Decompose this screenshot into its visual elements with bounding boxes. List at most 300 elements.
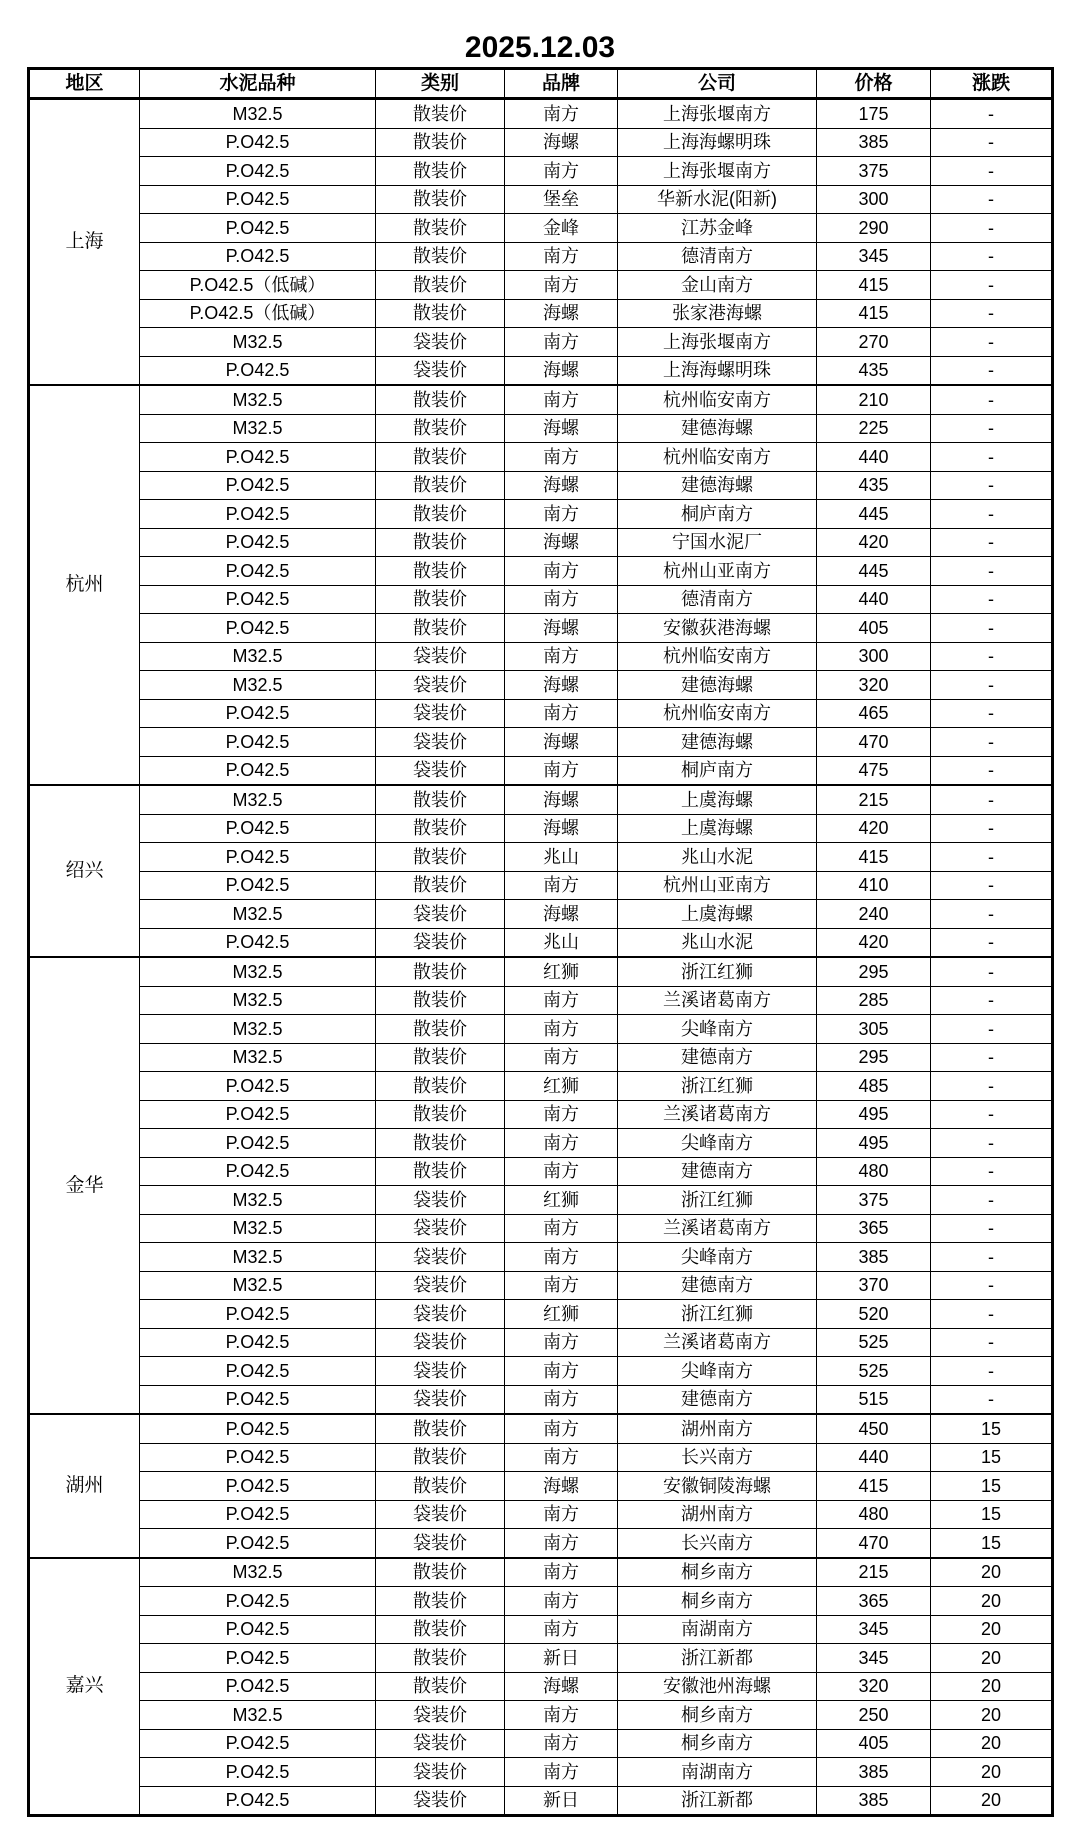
cement-type-cell: P.O42.5 — [140, 614, 376, 643]
price-cell: 415 — [817, 1472, 931, 1501]
price-cell: 240 — [817, 900, 931, 929]
cement-type-cell: M32.5 — [140, 1186, 376, 1215]
cement-type-cell: P.O42.5 — [140, 157, 376, 186]
company-cell: 兰溪诸葛南方 — [618, 1214, 817, 1243]
category-cell: 袋装价 — [376, 671, 505, 700]
company-cell: 桐乡南方 — [618, 1558, 817, 1587]
brand-cell: 南方 — [505, 271, 618, 300]
cement-type-cell: P.O42.5 — [140, 928, 376, 957]
category-cell: 袋装价 — [376, 900, 505, 929]
change-cell: - — [931, 1243, 1053, 1272]
brand-cell: 海螺 — [505, 814, 618, 843]
brand-cell: 南方 — [505, 557, 618, 586]
cement-type-cell: P.O42.5 — [140, 1357, 376, 1386]
price-cell: 300 — [817, 642, 931, 671]
cement-type-cell: M32.5 — [140, 414, 376, 443]
change-cell: - — [931, 1214, 1053, 1243]
price-cell: 495 — [817, 1100, 931, 1129]
table-row — [29, 986, 1053, 1015]
change-cell: 15 — [931, 1472, 1053, 1501]
brand-cell: 海螺 — [505, 356, 618, 385]
company-cell: 浙江新都 — [618, 1644, 817, 1673]
price-cell: 485 — [817, 1072, 931, 1101]
cement-type-cell: P.O42.5 — [140, 1129, 376, 1158]
category-cell: 散装价 — [376, 1587, 505, 1616]
price-cell: 210 — [817, 385, 931, 414]
brand-cell: 兆山 — [505, 843, 618, 872]
change-cell: - — [931, 157, 1053, 186]
company-cell: 浙江红狮 — [618, 1300, 817, 1329]
cement-type-cell: P.O42.5 — [140, 471, 376, 500]
price-cell: 385 — [817, 1243, 931, 1272]
table-row — [29, 185, 1053, 214]
price-cell: 370 — [817, 1271, 931, 1300]
company-cell: 建德南方 — [618, 1157, 817, 1186]
category-cell: 袋装价 — [376, 356, 505, 385]
cement-type-cell: M32.5 — [140, 900, 376, 929]
category-cell: 散装价 — [376, 443, 505, 472]
table-row — [29, 1243, 1053, 1272]
category-cell: 袋装价 — [376, 1328, 505, 1357]
region-group — [29, 1558, 1053, 1816]
brand-cell: 南方 — [505, 242, 618, 271]
table-row — [29, 1129, 1053, 1158]
change-cell: - — [931, 699, 1053, 728]
brand-cell: 南方 — [505, 99, 618, 129]
company-cell: 建德海螺 — [618, 728, 817, 757]
company-cell: 桐乡南方 — [618, 1587, 817, 1616]
company-cell: 上虞海螺 — [618, 900, 817, 929]
company-cell: 安徽铜陵海螺 — [618, 1472, 817, 1501]
category-cell: 袋装价 — [376, 1300, 505, 1329]
price-cell: 270 — [817, 328, 931, 357]
brand-cell: 南方 — [505, 1214, 618, 1243]
category-cell: 袋装价 — [376, 1729, 505, 1758]
price-cell: 420 — [817, 928, 931, 957]
brand-cell: 南方 — [505, 157, 618, 186]
table-row — [29, 699, 1053, 728]
price-cell: 495 — [817, 1129, 931, 1158]
cement-type-cell: P.O42.5 — [140, 699, 376, 728]
category-cell: 散装价 — [376, 614, 505, 643]
change-cell: - — [931, 328, 1053, 357]
company-cell: 杭州临安南方 — [618, 385, 817, 414]
change-cell: - — [931, 1328, 1053, 1357]
change-cell: - — [931, 1129, 1053, 1158]
region-cell: 湖州 — [29, 1414, 140, 1558]
company-cell: 建德海螺 — [618, 414, 817, 443]
cement-type-cell: P.O42.5 — [140, 1500, 376, 1529]
category-cell: 散装价 — [376, 1672, 505, 1701]
table-row — [29, 900, 1053, 929]
cement-type-cell: P.O42.5 — [140, 528, 376, 557]
price-cell: 435 — [817, 356, 931, 385]
brand-cell: 红狮 — [505, 1300, 618, 1329]
company-cell: 杭州山亚南方 — [618, 557, 817, 586]
brand-cell: 海螺 — [505, 471, 618, 500]
table-row — [29, 1443, 1053, 1472]
change-cell: - — [931, 900, 1053, 929]
company-cell: 建德南方 — [618, 1385, 817, 1414]
region-cell: 绍兴 — [29, 785, 140, 957]
table-row — [29, 385, 1053, 414]
brand-cell: 海螺 — [505, 728, 618, 757]
company-cell: 浙江红狮 — [618, 957, 817, 986]
cement-type-cell: M32.5 — [140, 957, 376, 986]
cement-type-cell: P.O42.5 — [140, 1385, 376, 1414]
table-row — [29, 928, 1053, 957]
company-cell: 上虞海螺 — [618, 785, 817, 814]
price-cell: 415 — [817, 843, 931, 872]
region-cell: 上海 — [29, 99, 140, 386]
change-cell: - — [931, 785, 1053, 814]
category-cell: 袋装价 — [376, 1758, 505, 1787]
brand-cell: 南方 — [505, 385, 618, 414]
table-row — [29, 1786, 1053, 1816]
brand-cell: 南方 — [505, 1529, 618, 1558]
table-row — [29, 614, 1053, 643]
brand-cell: 兆山 — [505, 928, 618, 957]
table-row — [29, 1043, 1053, 1072]
brand-cell: 南方 — [505, 1043, 618, 1072]
price-cell: 440 — [817, 585, 931, 614]
company-cell: 江苏金峰 — [618, 214, 817, 243]
company-cell: 尖峰南方 — [618, 1129, 817, 1158]
price-cell: 520 — [817, 1300, 931, 1329]
cement-type-cell: P.O42.5 — [140, 242, 376, 271]
table-row — [29, 1214, 1053, 1243]
header-change: 涨跌 — [931, 69, 1053, 99]
cement-type-cell: P.O42.5 — [140, 500, 376, 529]
price-cell: 345 — [817, 242, 931, 271]
table-row — [29, 814, 1053, 843]
price-cell: 345 — [817, 1615, 931, 1644]
price-cell: 480 — [817, 1500, 931, 1529]
cement-type-cell: P.O42.5 — [140, 1672, 376, 1701]
table-row — [29, 1644, 1053, 1673]
brand-cell: 堡垒 — [505, 185, 618, 214]
change-cell: - — [931, 185, 1053, 214]
price-cell: 475 — [817, 756, 931, 785]
page-title: 2025.12.03 — [464, 31, 616, 64]
brand-cell: 南方 — [505, 1243, 618, 1272]
price-cell: 420 — [817, 528, 931, 557]
brand-cell: 南方 — [505, 1615, 618, 1644]
table-row — [29, 356, 1053, 385]
brand-cell: 新日 — [505, 1786, 618, 1816]
change-cell: - — [931, 728, 1053, 757]
price-cell: 525 — [817, 1357, 931, 1386]
brand-cell: 海螺 — [505, 900, 618, 929]
table-row — [29, 443, 1053, 472]
change-cell: 20 — [931, 1729, 1053, 1758]
cement-type-cell: P.O42.5 — [140, 756, 376, 785]
price-cell: 445 — [817, 557, 931, 586]
change-cell: - — [931, 214, 1053, 243]
brand-cell: 南方 — [505, 500, 618, 529]
table-row — [29, 1328, 1053, 1357]
price-cell: 525 — [817, 1328, 931, 1357]
category-cell: 袋装价 — [376, 1529, 505, 1558]
change-cell: 20 — [931, 1644, 1053, 1673]
table-row — [29, 1472, 1053, 1501]
change-cell: - — [931, 385, 1053, 414]
price-cell: 435 — [817, 471, 931, 500]
brand-cell: 南方 — [505, 1271, 618, 1300]
cement-price-table — [27, 67, 1054, 1817]
region-cell: 杭州 — [29, 385, 140, 785]
table-row — [29, 557, 1053, 586]
change-cell: 20 — [931, 1672, 1053, 1701]
company-cell: 建德南方 — [618, 1271, 817, 1300]
brand-cell: 海螺 — [505, 414, 618, 443]
brand-cell: 南方 — [505, 1443, 618, 1472]
change-cell: - — [931, 843, 1053, 872]
company-cell: 兰溪诸葛南方 — [618, 986, 817, 1015]
price-cell: 345 — [817, 1644, 931, 1673]
brand-cell: 红狮 — [505, 1186, 618, 1215]
table-row — [29, 1157, 1053, 1186]
change-cell: - — [931, 528, 1053, 557]
price-cell: 450 — [817, 1414, 931, 1443]
table-row — [29, 728, 1053, 757]
change-cell: - — [931, 1385, 1053, 1414]
change-cell: - — [931, 928, 1053, 957]
brand-cell: 南方 — [505, 1357, 618, 1386]
price-cell: 385 — [817, 1758, 931, 1787]
change-cell: 15 — [931, 1500, 1053, 1529]
category-cell: 散装价 — [376, 414, 505, 443]
brand-cell: 南方 — [505, 1500, 618, 1529]
category-cell: 散装价 — [376, 785, 505, 814]
company-cell: 宁国水泥厂 — [618, 528, 817, 557]
cement-type-cell: M32.5 — [140, 642, 376, 671]
company-cell: 桐乡南方 — [618, 1701, 817, 1730]
region-group — [29, 1414, 1053, 1558]
header-category: 类别 — [376, 69, 505, 99]
category-cell: 散装价 — [376, 185, 505, 214]
change-cell: 15 — [931, 1529, 1053, 1558]
price-cell: 480 — [817, 1157, 931, 1186]
company-cell: 尖峰南方 — [618, 1357, 817, 1386]
cement-type-cell: M32.5 — [140, 1701, 376, 1730]
cement-type-cell: P.O42.5 — [140, 443, 376, 472]
category-cell: 散装价 — [376, 814, 505, 843]
change-cell: 20 — [931, 1587, 1053, 1616]
table-row — [29, 1587, 1053, 1616]
company-cell: 桐乡南方 — [618, 1729, 817, 1758]
table-row — [29, 99, 1053, 129]
brand-cell: 南方 — [505, 328, 618, 357]
brand-cell: 新日 — [505, 1644, 618, 1673]
category-cell: 袋装价 — [376, 728, 505, 757]
company-cell: 德清南方 — [618, 585, 817, 614]
price-cell: 215 — [817, 785, 931, 814]
cement-type-cell: P.O42.5 — [140, 1615, 376, 1644]
price-cell: 225 — [817, 414, 931, 443]
company-cell: 上海张堰南方 — [618, 99, 817, 129]
change-cell: - — [931, 986, 1053, 1015]
table-row — [29, 1300, 1053, 1329]
cement-type-cell: P.O42.5 — [140, 1414, 376, 1443]
brand-cell: 南方 — [505, 642, 618, 671]
company-cell: 桐庐南方 — [618, 756, 817, 785]
cement-type-cell: P.O42.5 — [140, 843, 376, 872]
price-cell: 465 — [817, 699, 931, 728]
brand-cell: 南方 — [505, 1558, 618, 1587]
price-cell: 300 — [817, 185, 931, 214]
category-cell: 散装价 — [376, 299, 505, 328]
category-cell: 袋装价 — [376, 1186, 505, 1215]
brand-cell: 南方 — [505, 1587, 618, 1616]
company-cell: 南湖南方 — [618, 1615, 817, 1644]
table-row — [29, 1186, 1053, 1215]
price-cell: 175 — [817, 99, 931, 129]
change-cell: 15 — [931, 1414, 1053, 1443]
cement-type-cell: M32.5 — [140, 986, 376, 1015]
table-row — [29, 157, 1053, 186]
price-cell: 405 — [817, 614, 931, 643]
change-cell: - — [931, 814, 1053, 843]
cement-type-cell: P.O42.5 — [140, 128, 376, 157]
table-row — [29, 671, 1053, 700]
company-cell: 金山南方 — [618, 271, 817, 300]
company-cell: 上海海螺明珠 — [618, 128, 817, 157]
change-cell: - — [931, 671, 1053, 700]
brand-cell: 红狮 — [505, 1072, 618, 1101]
table-row — [29, 1414, 1053, 1443]
category-cell: 袋装价 — [376, 1786, 505, 1816]
cement-type-cell: M32.5 — [140, 671, 376, 700]
price-cell: 415 — [817, 271, 931, 300]
category-cell: 散装价 — [376, 128, 505, 157]
region-group — [29, 99, 1053, 386]
table-row — [29, 1672, 1053, 1701]
company-cell: 兆山水泥 — [618, 843, 817, 872]
cement-type-cell: P.O42.5 — [140, 1758, 376, 1787]
table-header — [29, 69, 1053, 99]
table-row — [29, 1271, 1053, 1300]
cement-type-cell: M32.5 — [140, 1214, 376, 1243]
price-cell: 375 — [817, 157, 931, 186]
company-cell: 杭州临安南方 — [618, 699, 817, 728]
change-cell: 20 — [931, 1701, 1053, 1730]
cement-type-cell: P.O42.5 — [140, 1587, 376, 1616]
change-cell: - — [931, 1357, 1053, 1386]
price-cell: 365 — [817, 1587, 931, 1616]
category-cell: 散装价 — [376, 471, 505, 500]
cement-type-cell: P.O42.5 — [140, 1100, 376, 1129]
brand-cell: 南方 — [505, 1328, 618, 1357]
cement-type-cell: P.O42.5 — [140, 1472, 376, 1501]
category-cell: 散装价 — [376, 843, 505, 872]
table-row — [29, 1072, 1053, 1101]
category-cell: 散装价 — [376, 1443, 505, 1472]
brand-cell: 南方 — [505, 1385, 618, 1414]
category-cell: 散装价 — [376, 1414, 505, 1443]
brand-cell: 南方 — [505, 585, 618, 614]
table-row — [29, 1385, 1053, 1414]
company-cell: 湖州南方 — [618, 1500, 817, 1529]
category-cell: 袋装价 — [376, 928, 505, 957]
price-cell: 375 — [817, 1186, 931, 1215]
company-cell: 安徽荻港海螺 — [618, 614, 817, 643]
company-cell: 建德海螺 — [618, 471, 817, 500]
change-cell: - — [931, 957, 1053, 986]
cement-type-cell: P.O42.5 — [140, 1443, 376, 1472]
company-cell: 兆山水泥 — [618, 928, 817, 957]
change-cell: - — [931, 1072, 1053, 1101]
price-cell: 320 — [817, 671, 931, 700]
category-cell: 袋装价 — [376, 1500, 505, 1529]
change-cell: - — [931, 99, 1053, 129]
price-cell: 385 — [817, 128, 931, 157]
table-row — [29, 871, 1053, 900]
price-cell: 445 — [817, 500, 931, 529]
category-cell: 袋装价 — [376, 756, 505, 785]
company-cell: 华新水泥(阳新) — [618, 185, 817, 214]
table-row — [29, 1729, 1053, 1758]
company-cell: 建德南方 — [618, 1043, 817, 1072]
price-cell: 515 — [817, 1385, 931, 1414]
price-cell: 405 — [817, 1729, 931, 1758]
change-cell: - — [931, 1100, 1053, 1129]
table-row — [29, 528, 1053, 557]
change-cell: - — [931, 299, 1053, 328]
change-cell: - — [931, 242, 1053, 271]
company-cell: 桐庐南方 — [618, 500, 817, 529]
brand-cell: 海螺 — [505, 614, 618, 643]
brand-cell: 南方 — [505, 871, 618, 900]
cement-type-cell: M32.5 — [140, 1271, 376, 1300]
company-cell: 上虞海螺 — [618, 814, 817, 843]
company-cell: 湖州南方 — [618, 1414, 817, 1443]
table-row — [29, 1500, 1053, 1529]
cement-type-cell: P.O42.5 — [140, 1300, 376, 1329]
brand-cell: 南方 — [505, 1701, 618, 1730]
header-cement-type: 水泥品种 — [140, 69, 376, 99]
category-cell: 袋装价 — [376, 1357, 505, 1386]
price-cell: 420 — [817, 814, 931, 843]
region-group — [29, 385, 1053, 785]
company-cell: 兰溪诸葛南方 — [618, 1100, 817, 1129]
cement-type-cell: M32.5 — [140, 1043, 376, 1072]
category-cell: 散装价 — [376, 557, 505, 586]
category-cell: 散装价 — [376, 385, 505, 414]
table-row — [29, 957, 1053, 986]
company-cell: 上海张堰南方 — [618, 157, 817, 186]
table-row — [29, 271, 1053, 300]
cement-type-cell: P.O42.5 — [140, 1328, 376, 1357]
brand-cell: 南方 — [505, 1157, 618, 1186]
category-cell: 袋装价 — [376, 1701, 505, 1730]
cement-type-cell: M32.5 — [140, 1558, 376, 1587]
change-cell: - — [931, 1300, 1053, 1329]
category-cell: 袋装价 — [376, 1243, 505, 1272]
cement-type-cell: P.O42.5 — [140, 585, 376, 614]
company-cell: 建德海螺 — [618, 671, 817, 700]
table-row — [29, 328, 1053, 357]
cement-type-cell: P.O42.5 — [140, 728, 376, 757]
brand-cell: 海螺 — [505, 128, 618, 157]
brand-cell: 海螺 — [505, 671, 618, 700]
category-cell: 散装价 — [376, 157, 505, 186]
cement-type-cell: P.O42.5（低碱） — [140, 299, 376, 328]
cement-type-cell: P.O42.5 — [140, 1786, 376, 1816]
brand-cell: 红狮 — [505, 957, 618, 986]
price-cell: 415 — [817, 299, 931, 328]
category-cell: 袋装价 — [376, 1214, 505, 1243]
